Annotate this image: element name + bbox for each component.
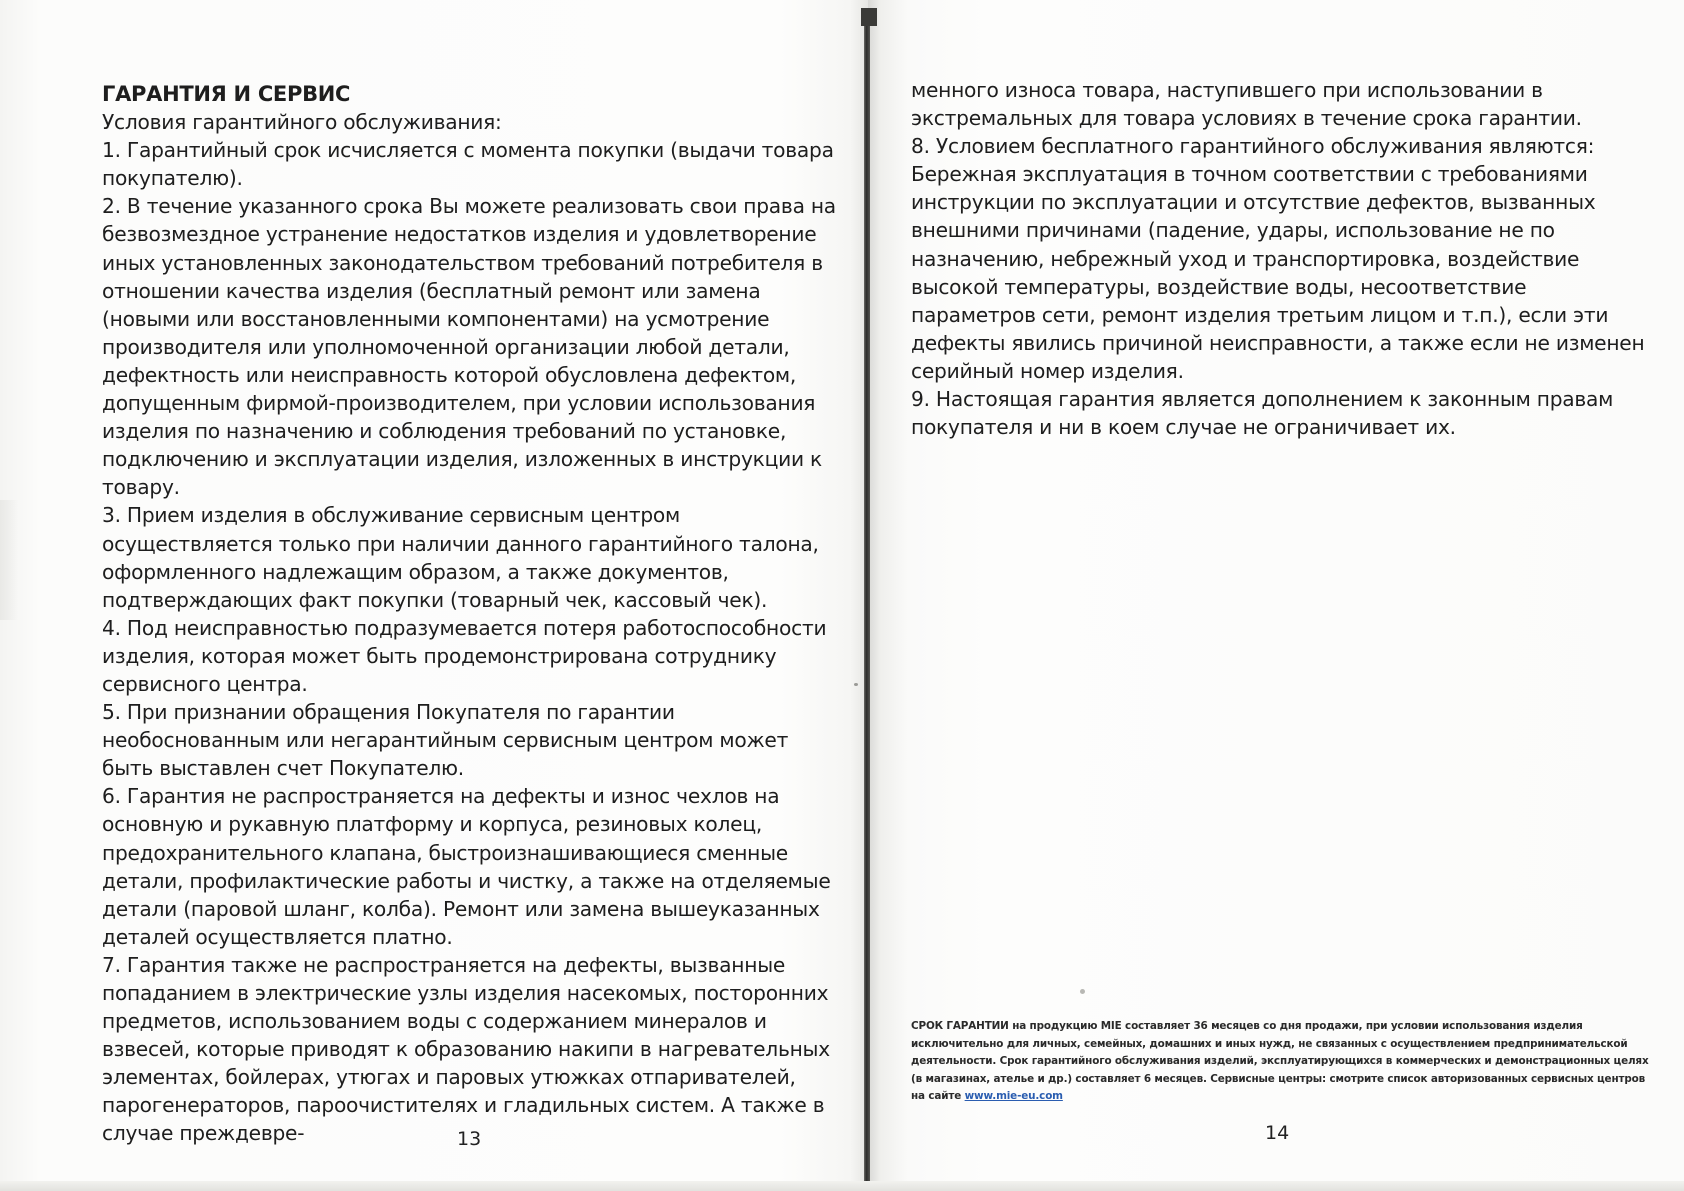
paper-speck <box>854 683 858 686</box>
warranty-item-5: 5. При признании обращения Покупателя по гарантии необоснованным или негарантийным сервисным центром может быть выставлен счет Покупателю. <box>102 700 789 781</box>
warranty-item-1: 1. Гарантийный срок исчисляется с момента покупки (выдачи товара покупателю). <box>102 138 834 191</box>
spine-staple <box>861 8 877 26</box>
warranty-footnote <box>911 1018 1656 1106</box>
page-edge-shadow <box>0 500 18 620</box>
left-page-content <box>102 80 842 1148</box>
book-spine <box>864 8 870 1191</box>
warranty-item-8: 8. Условием бесплатного гарантийного обслуживания являются: Бережная эксплуатация в точном соответствии с требованиями инструкции по эксплуатации и отсутствие дефектов, вызванных внешними причинами (падение, удары, использование не по назначению, небрежный уход и транспортировка, воздействие высокой температуры, воздействие воды, несоответствие параметров сети, ремонт изделия третьим лицом и т.п.), если эти дефекты явились причиной неисправности, а также если не изменен серийный номер изделия. <box>911 134 1645 383</box>
warranty-item-7-continued: менного износа товара, наступившего при использовании в экстремальных для товара условиях в течение срока гарантии. <box>911 78 1582 131</box>
page-bottom-edge <box>0 1181 1684 1191</box>
warranty-item-2: 2. В течение указанного срока Вы можете реализовать свои права на безвозмездное устранение недостатков изделия и удовлетворение иных установленных законодательством требований потребителя в отношении качества изделия (бесплатный ремонт или замена (новыми или восстановленными компонентами) на усмотрение производителя или уполномоченной организации любой детали, дефектность или неисправность которой обусловлена дефектом, допущенным фирмой-производителем, при условии использования изделия по назначению и соблюдения требований по установке, подключению и эксплуатации изделия, изложенных в инструкции к товару. <box>102 194 836 500</box>
warranty-item-6: 6. Гарантия не распространяется на дефекты и износ чехлов на основную и рукавную платформу и корпуса, резиновых колец, предохранительного клапана, быстроизнашивающиеся сменные детали, профилактические работы и чистку, а также на отделяемые детали (паровой шланг, колба). Ремонт или замена вышеуказанных деталей осуществляется платно. <box>102 784 831 949</box>
section-heading: ГАРАНТИЯ И СЕРВИС <box>102 82 351 106</box>
warranty-item-9: 9. Настоящая гарантия является дополнением к законным правам покупателя и ни в коем случае не ограничивает их. <box>911 387 1614 440</box>
page-number-left: 13 <box>457 1128 482 1150</box>
paper-speck <box>1080 989 1085 994</box>
conditions-intro: Условия гарантийного обслуживания: <box>102 110 502 135</box>
service-centers-link[interactable]: www.mie-eu.com <box>964 1090 1063 1103</box>
right-page <box>868 0 1684 1191</box>
warranty-item-3: 3. Прием изделия в обслуживание сервисным центром осуществляется только при наличии данного гарантийного талона, оформленного надлежащим образом, а также документов, подтверждающих факт покупки (товарный чек, кассовый чек). <box>102 503 819 612</box>
page-number-right: 14 <box>1265 1122 1290 1144</box>
footnote-text: на продукцию MIE составляет 36 месяцев со дня продажи, при условии использования изделия исключительно для личных, семейных, домашних и иных нужд, не связанных с осуществлением предпринимательской деятельности. Срок гарантийного обслуживания изделий, эксплуатирующихся в коммерческих и демонстрационных целях (в магазинах, ателье и др.) составляет 6 месяцев. Сервисные центры: смотрите список авторизованных сервисных центров на сайте <box>911 1020 1649 1103</box>
footnote-lead: СРОК ГАРАНТИИ <box>911 1020 1009 1032</box>
warranty-item-7: 7. Гарантия также не распространяется на дефекты, вызванные попаданием в электрические узлы изделия насекомых, посторонних предметов, использованием воды с содержанием минералов и взвесей, которые приводят к образованию накипи в нагревательных элементах, бойлерах, утюгах и паровых утюжках отпаривателей, парогенераторов, пароочистителях и гладильных систем. А также в случае преждевре- <box>102 952 830 1146</box>
right-page-content <box>911 76 1651 441</box>
warranty-item-4: 4. Под неисправностью подразумевается потеря работоспособности изделия, которая может быть продемонстрирована сотруднику сервисного центра. <box>102 615 827 696</box>
